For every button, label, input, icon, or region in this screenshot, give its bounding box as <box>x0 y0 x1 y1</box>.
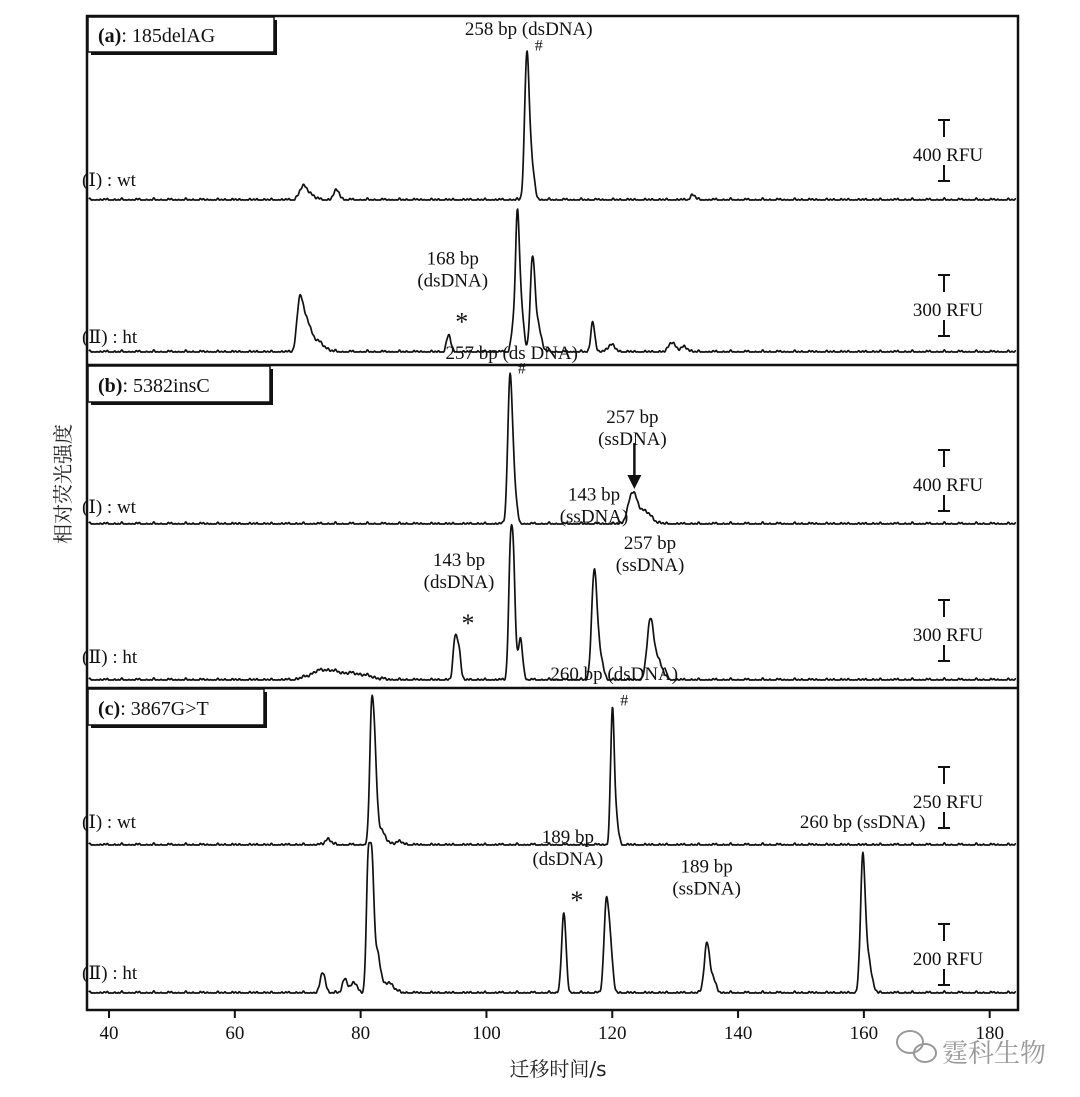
section-letter: (c) <box>98 698 121 720</box>
annotation-text: 189 bp <box>680 856 733 878</box>
wechat-icon <box>897 1031 936 1062</box>
annotation-text: (ssDNA) <box>598 429 667 451</box>
section-c <box>82 664 1016 993</box>
arrow-head <box>627 475 641 489</box>
peak-annotation <box>417 249 488 337</box>
section-mutation: : 185delAG <box>121 25 216 47</box>
peak-annotation <box>424 550 495 638</box>
asterisk-marker: * <box>455 307 469 337</box>
section-label <box>98 698 209 720</box>
trace-label: (Ⅰ) : wt <box>82 170 136 191</box>
scale-label: 400 RFU <box>912 145 984 166</box>
annotation-text: (ssDNA) <box>559 506 629 528</box>
scale-label: 200 RFU <box>912 949 984 970</box>
annotation-text: 257 bp <box>623 532 677 554</box>
trace-line <box>89 209 1016 352</box>
x-tick-label: 40 <box>99 1023 119 1044</box>
scale-label: 300 RFU <box>912 625 984 646</box>
x-tick-label: 100 <box>472 1023 501 1044</box>
watermark-text: 霆科生物 <box>942 1039 1047 1069</box>
section-label <box>98 375 210 397</box>
x-tick-label: 180 <box>975 1023 1004 1044</box>
trace-label: (Ⅰ) : wt <box>82 812 136 833</box>
trace-label: (Ⅱ) : ht <box>82 963 138 984</box>
trace-line <box>89 51 1016 200</box>
scale-label: 300 RFU <box>912 300 984 321</box>
x-axis-label: 迁移时间/s <box>509 1057 607 1081</box>
annotation-text: 143 bp <box>432 550 486 572</box>
peak-annotation <box>672 856 741 899</box>
asterisk-marker: * <box>461 609 475 639</box>
hash-marker: # <box>534 37 543 55</box>
scale-label: 400 RFU <box>912 475 984 496</box>
annotation-text: (dsDNA) <box>532 848 604 870</box>
annotation-text: (ssDNA) <box>672 878 741 900</box>
trace-label: (Ⅱ) : ht <box>82 327 138 348</box>
peak-annotation <box>532 827 603 915</box>
trace-line <box>89 525 1016 680</box>
x-tick-label: 140 <box>723 1023 753 1044</box>
trace-c-2 <box>82 812 1016 993</box>
annotation-text: 260 bp (dsDNA) <box>550 664 679 685</box>
trace-a-2 <box>82 209 1016 352</box>
annotation-text: (dsDNA) <box>417 270 489 292</box>
section-letter: (b) <box>98 375 123 397</box>
annotation-text: 189 bp <box>541 826 594 848</box>
watermark <box>897 1031 1046 1069</box>
annotation-text: 257 bp <box>606 407 659 429</box>
section-label <box>98 25 215 47</box>
chart-sections <box>82 17 1016 993</box>
trace-b-2 <box>82 484 1016 680</box>
annotation-text: 143 bp <box>567 484 621 506</box>
section-mutation: : 5382insC <box>122 375 210 397</box>
hash-marker: # <box>620 692 629 710</box>
peak-annotation <box>465 19 593 54</box>
section-letter: (a) <box>98 25 122 47</box>
trace-label: (Ⅰ) : wt <box>82 497 136 518</box>
x-tick-label: 60 <box>225 1023 245 1044</box>
trace-label: (Ⅱ) : ht <box>82 647 138 668</box>
annotation-text: (ssDNA) <box>615 554 685 576</box>
annotation-text: 260 bp (ssDNA) <box>799 812 926 833</box>
x-tick-label: 120 <box>598 1023 627 1044</box>
y-axis-label: 相对荧光强度 <box>51 424 75 544</box>
annotation-text: 257 bp (ds DNA) <box>445 343 578 364</box>
peak-annotation <box>560 484 629 527</box>
peak-annotation <box>800 812 926 833</box>
annotation-text: (dsDNA) <box>423 572 495 594</box>
x-tick-label: 160 <box>849 1023 879 1044</box>
section-a <box>82 17 1016 352</box>
annotation-text: 258 bp (dsDNA) <box>464 19 593 40</box>
annotation-text: 168 bp <box>426 248 479 270</box>
asterisk-marker: * <box>570 885 584 915</box>
peak-annotation <box>598 407 667 489</box>
peak-annotation <box>616 533 685 576</box>
section-mutation: : 3867G>T <box>120 698 209 720</box>
peak-annotation <box>445 343 577 378</box>
x-axis-ticks <box>100 1010 1004 1044</box>
hash-marker: # <box>517 360 526 378</box>
section-b <box>82 343 1016 680</box>
scale-label: 250 RFU <box>912 792 984 813</box>
x-tick-label: 80 <box>351 1023 371 1044</box>
